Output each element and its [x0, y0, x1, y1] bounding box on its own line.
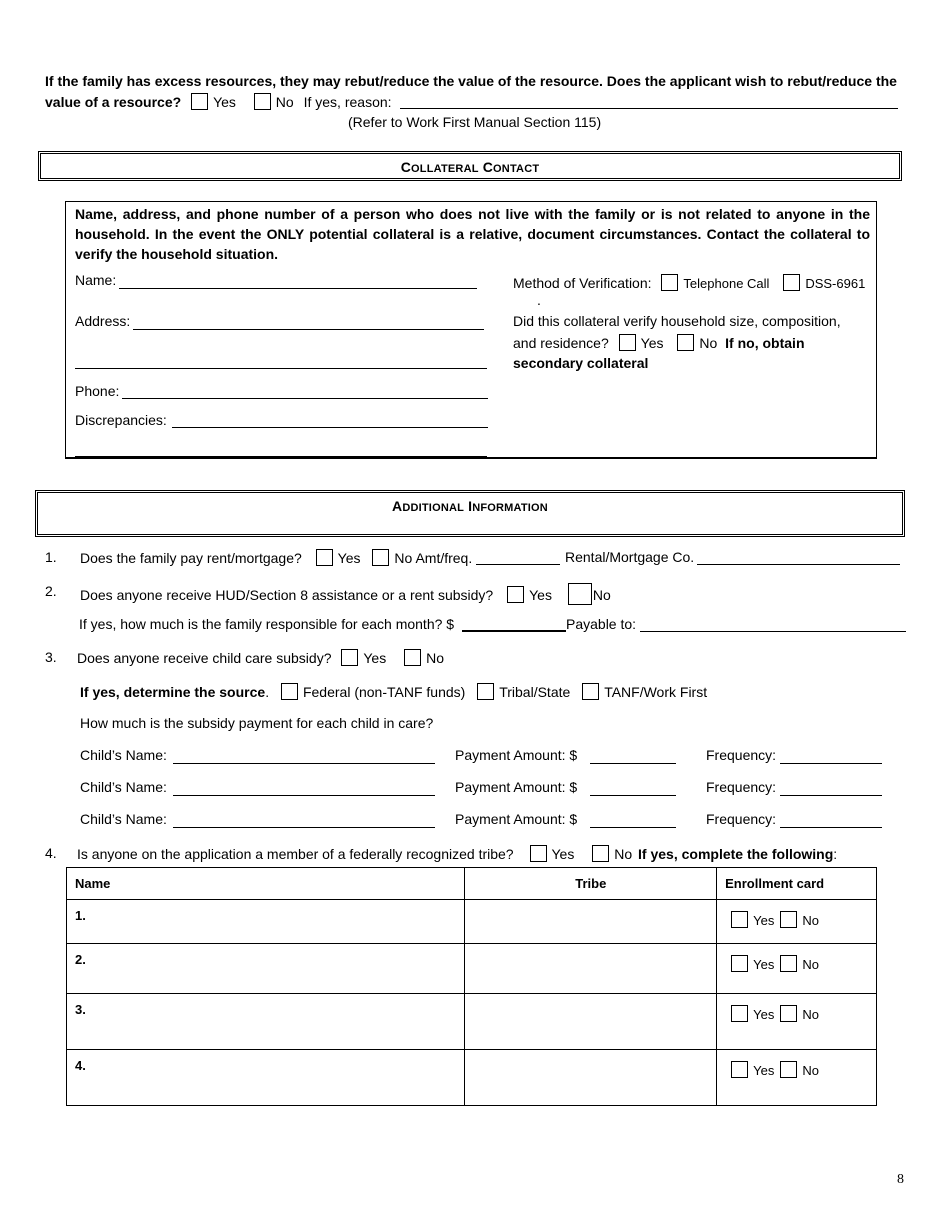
child-name-field-3[interactable]: [173, 826, 435, 828]
enrollment-cell: [717, 1050, 877, 1106]
table-row: [67, 1050, 877, 1106]
q3-no-label: No: [426, 650, 445, 666]
excess-if-yes-label: If yes, reason:: [303, 94, 392, 110]
q4-no-label: No: [614, 846, 633, 862]
enrollment-no-label: No: [802, 913, 819, 928]
q3-tribal-checkbox[interactable]: [477, 683, 494, 700]
method-label: Method of Verification:: [513, 275, 652, 291]
collateral-discrepancies-label: Discrepancies:: [75, 412, 167, 428]
enrollment-cell: [717, 994, 877, 1050]
telephone-call-checkbox[interactable]: [661, 274, 678, 291]
excess-no-checkbox[interactable]: [254, 93, 271, 110]
q2-payable-label: Payable to:: [566, 616, 637, 632]
table-row: [67, 900, 877, 944]
q3-tribal-label: Tribal/State: [499, 684, 571, 700]
q3-no-checkbox[interactable]: [404, 649, 421, 666]
enrollment-no-checkbox[interactable]: [780, 911, 797, 928]
collateral-address-field-2[interactable]: [75, 367, 487, 369]
frequency-label-2: Frequency:: [706, 779, 777, 795]
q4-if-yes: If yes, complete the following: [638, 846, 834, 862]
q3-federal-checkbox[interactable]: [281, 683, 298, 700]
table-row: [67, 944, 877, 994]
q3-source-row: [80, 683, 707, 700]
verify-no-checkbox[interactable]: [677, 334, 694, 351]
additional-information-title: ADDITIONAL INFORMATION: [392, 498, 548, 514]
q3-number: 3.: [45, 649, 57, 665]
frequency-field-1[interactable]: [780, 762, 882, 764]
row-number[interactable]: 2.: [67, 944, 465, 994]
verify-yes-checkbox[interactable]: [619, 334, 636, 351]
collateral-contact-header: [38, 151, 902, 181]
dss-6961-checkbox[interactable]: [783, 274, 800, 291]
q4-row: [77, 845, 837, 862]
q2-question: Does anyone receive HUD/Section 8 assistance or a rent subsidy?: [80, 587, 494, 603]
page-number: 8: [897, 1172, 904, 1187]
q4-yes-checkbox[interactable]: [530, 845, 547, 862]
method-of-verification-row: [513, 274, 865, 291]
row-number[interactable]: 3.: [67, 994, 465, 1050]
q4-yes-label: Yes: [551, 846, 575, 862]
q2-amount-field[interactable]: [462, 630, 566, 632]
enrollment-yes-checkbox[interactable]: [731, 911, 748, 928]
q3-source-label: If yes, determine the source: [80, 684, 266, 700]
table-row: [67, 994, 877, 1050]
enrollment-yes-checkbox[interactable]: [731, 1061, 748, 1078]
payment-label-2: Payment Amount: $: [455, 779, 578, 795]
q1-amt-field[interactable]: [476, 563, 560, 565]
q2-payable-field[interactable]: [640, 630, 906, 632]
payment-field-2[interactable]: [590, 794, 676, 796]
method-dot: .: [537, 292, 541, 308]
enrollment-yes-checkbox[interactable]: [731, 1005, 748, 1022]
verify-question-line2: and residence?: [513, 335, 609, 351]
q2-no-label: No: [592, 587, 611, 603]
child-name-field-2[interactable]: [173, 794, 435, 796]
child-name-label-3: Child’s Name:: [80, 811, 167, 827]
enrollment-no-checkbox[interactable]: [780, 955, 797, 972]
frequency-field-3[interactable]: [780, 826, 882, 828]
q2-sub-question: If yes, how much is the family responsible for each month? $: [79, 616, 455, 632]
verify-secondary: secondary collateral: [513, 355, 649, 371]
dss-6961-label: DSS-6961: [805, 276, 866, 291]
q3-tanf-label: TANF/Work First: [604, 684, 708, 700]
q1-amt-label: Amt/freq.: [415, 550, 473, 566]
q2-yes-label: Yes: [529, 587, 552, 603]
enrollment-yes-label: Yes: [753, 1007, 775, 1022]
excess-no-label: No: [275, 94, 294, 110]
q3-row: [77, 649, 444, 666]
q1-row: [80, 549, 472, 566]
additional-information-header: [35, 490, 905, 537]
tribe-cell[interactable]: [465, 900, 717, 944]
enrollment-yes-label: Yes: [753, 913, 775, 928]
excess-question-line2: value of a resource?: [45, 94, 182, 110]
collateral-address-label: Address:: [75, 313, 131, 329]
enrollment-cell: [717, 944, 877, 994]
q2-number: 2.: [45, 583, 57, 599]
excess-reason-field[interactable]: [400, 107, 898, 109]
header-name: Name: [67, 868, 465, 900]
enrollment-no-checkbox[interactable]: [780, 1061, 797, 1078]
q3-question: Does anyone receive child care subsidy?: [77, 650, 332, 666]
excess-refer-note: (Refer to Work First Manual Section 115): [348, 114, 602, 130]
enrollment-cell: [717, 900, 877, 944]
header-tribe: Tribe: [465, 868, 717, 900]
q4-question: Is anyone on the application a member of a federally recognized tribe?: [77, 846, 514, 862]
row-number[interactable]: 4.: [67, 1050, 465, 1106]
collateral-intro: Name, address, and phone number of a person who does not live with the family or is not related to anyone in the household. In the event the ONLY potential collateral is a relative, document circumstances. Contact the collateral to verify the household situation.: [75, 206, 870, 262]
verify-yes-label: Yes: [640, 335, 664, 351]
collateral-name-label: Name:: [75, 272, 117, 288]
q1-no-label: No: [394, 550, 413, 566]
q3-source-dot: .: [265, 684, 270, 700]
collateral-phone-label: Phone:: [75, 383, 120, 399]
frequency-label-1: Frequency:: [706, 747, 777, 763]
enrollment-no-label: No: [802, 1063, 819, 1078]
collateral-discrepancies-field-2[interactable]: [75, 455, 487, 457]
collateral-contact-title: COLLATERAL CONTACT: [400, 159, 540, 175]
q3-yes-checkbox[interactable]: [341, 649, 358, 666]
q1-question: Does the family pay rent/mortgage?: [80, 550, 302, 566]
excess-yes-checkbox[interactable]: [191, 93, 208, 110]
header-enrollment: Enrollment card: [717, 868, 877, 900]
payment-field-1[interactable]: [590, 762, 676, 764]
payment-label-1: Payment Amount: $: [455, 747, 578, 763]
enrollment-yes-checkbox[interactable]: [731, 955, 748, 972]
q1-yes-checkbox[interactable]: [316, 549, 333, 566]
q1-co-label: Rental/Mortgage Co.: [565, 549, 695, 565]
enrollment-no-checkbox[interactable]: [780, 1005, 797, 1022]
q3-howmuch: How much is the subsidy payment for each child in care?: [80, 715, 434, 731]
enrollment-yes-label: Yes: [753, 957, 775, 972]
q1-no-checkbox[interactable]: [372, 549, 389, 566]
payment-label-3: Payment Amount: $: [455, 811, 578, 827]
child-name-field-1[interactable]: [173, 762, 435, 764]
tribe-cell[interactable]: [465, 944, 717, 994]
q1-number: 1.: [45, 549, 57, 565]
tribe-cell[interactable]: [465, 994, 717, 1050]
tribe-table: [66, 867, 877, 1106]
row-number[interactable]: 1.: [67, 900, 465, 944]
verify-question-line1: Did this collateral verify household size, composition,: [513, 313, 841, 329]
tribe-table-header: [67, 868, 877, 900]
enrollment-no-label: No: [802, 1007, 819, 1022]
q3-federal-label: Federal (non-TANF funds): [302, 684, 466, 700]
frequency-field-2[interactable]: [780, 794, 882, 796]
q1-yes-label: Yes: [337, 550, 361, 566]
q4-colon: :: [833, 846, 838, 862]
tribe-cell[interactable]: [465, 1050, 717, 1106]
payment-field-3[interactable]: [590, 826, 676, 828]
child-name-label-1: Child’s Name:: [80, 747, 167, 763]
enrollment-yes-label: Yes: [753, 1063, 775, 1078]
excess-yes-label: Yes: [213, 94, 236, 110]
q1-co-field[interactable]: [697, 563, 900, 565]
q2-yes-checkbox[interactable]: [507, 586, 524, 603]
q4-number: 4.: [45, 845, 57, 861]
excess-question-line2-row: [45, 93, 392, 110]
q3-tanf-checkbox[interactable]: [582, 683, 599, 700]
collateral-address-field-1[interactable]: [133, 328, 484, 330]
q4-no-checkbox[interactable]: [592, 845, 609, 862]
verify-no-label: No: [699, 335, 718, 351]
collateral-discrepancies-field-1[interactable]: [172, 426, 488, 428]
collateral-name-field[interactable]: [119, 287, 477, 289]
q2-no-checkbox[interactable]: [568, 583, 592, 605]
collateral-phone-field[interactable]: [122, 397, 488, 399]
verify-question-line2-row: [513, 334, 805, 351]
telephone-call-label: Telephone Call: [683, 276, 770, 291]
enrollment-no-label: No: [802, 957, 819, 972]
q2-row: [80, 583, 611, 605]
frequency-label-3: Frequency:: [706, 811, 777, 827]
q3-yes-label: Yes: [363, 650, 387, 666]
excess-question-line1: If the family has excess resources, they may rebut/reduce the value of the resource. Does the applicant wish to rebut/reduce the: [45, 73, 897, 89]
child-name-label-2: Child’s Name:: [80, 779, 167, 795]
verify-if-no: If no, obtain: [725, 335, 805, 351]
